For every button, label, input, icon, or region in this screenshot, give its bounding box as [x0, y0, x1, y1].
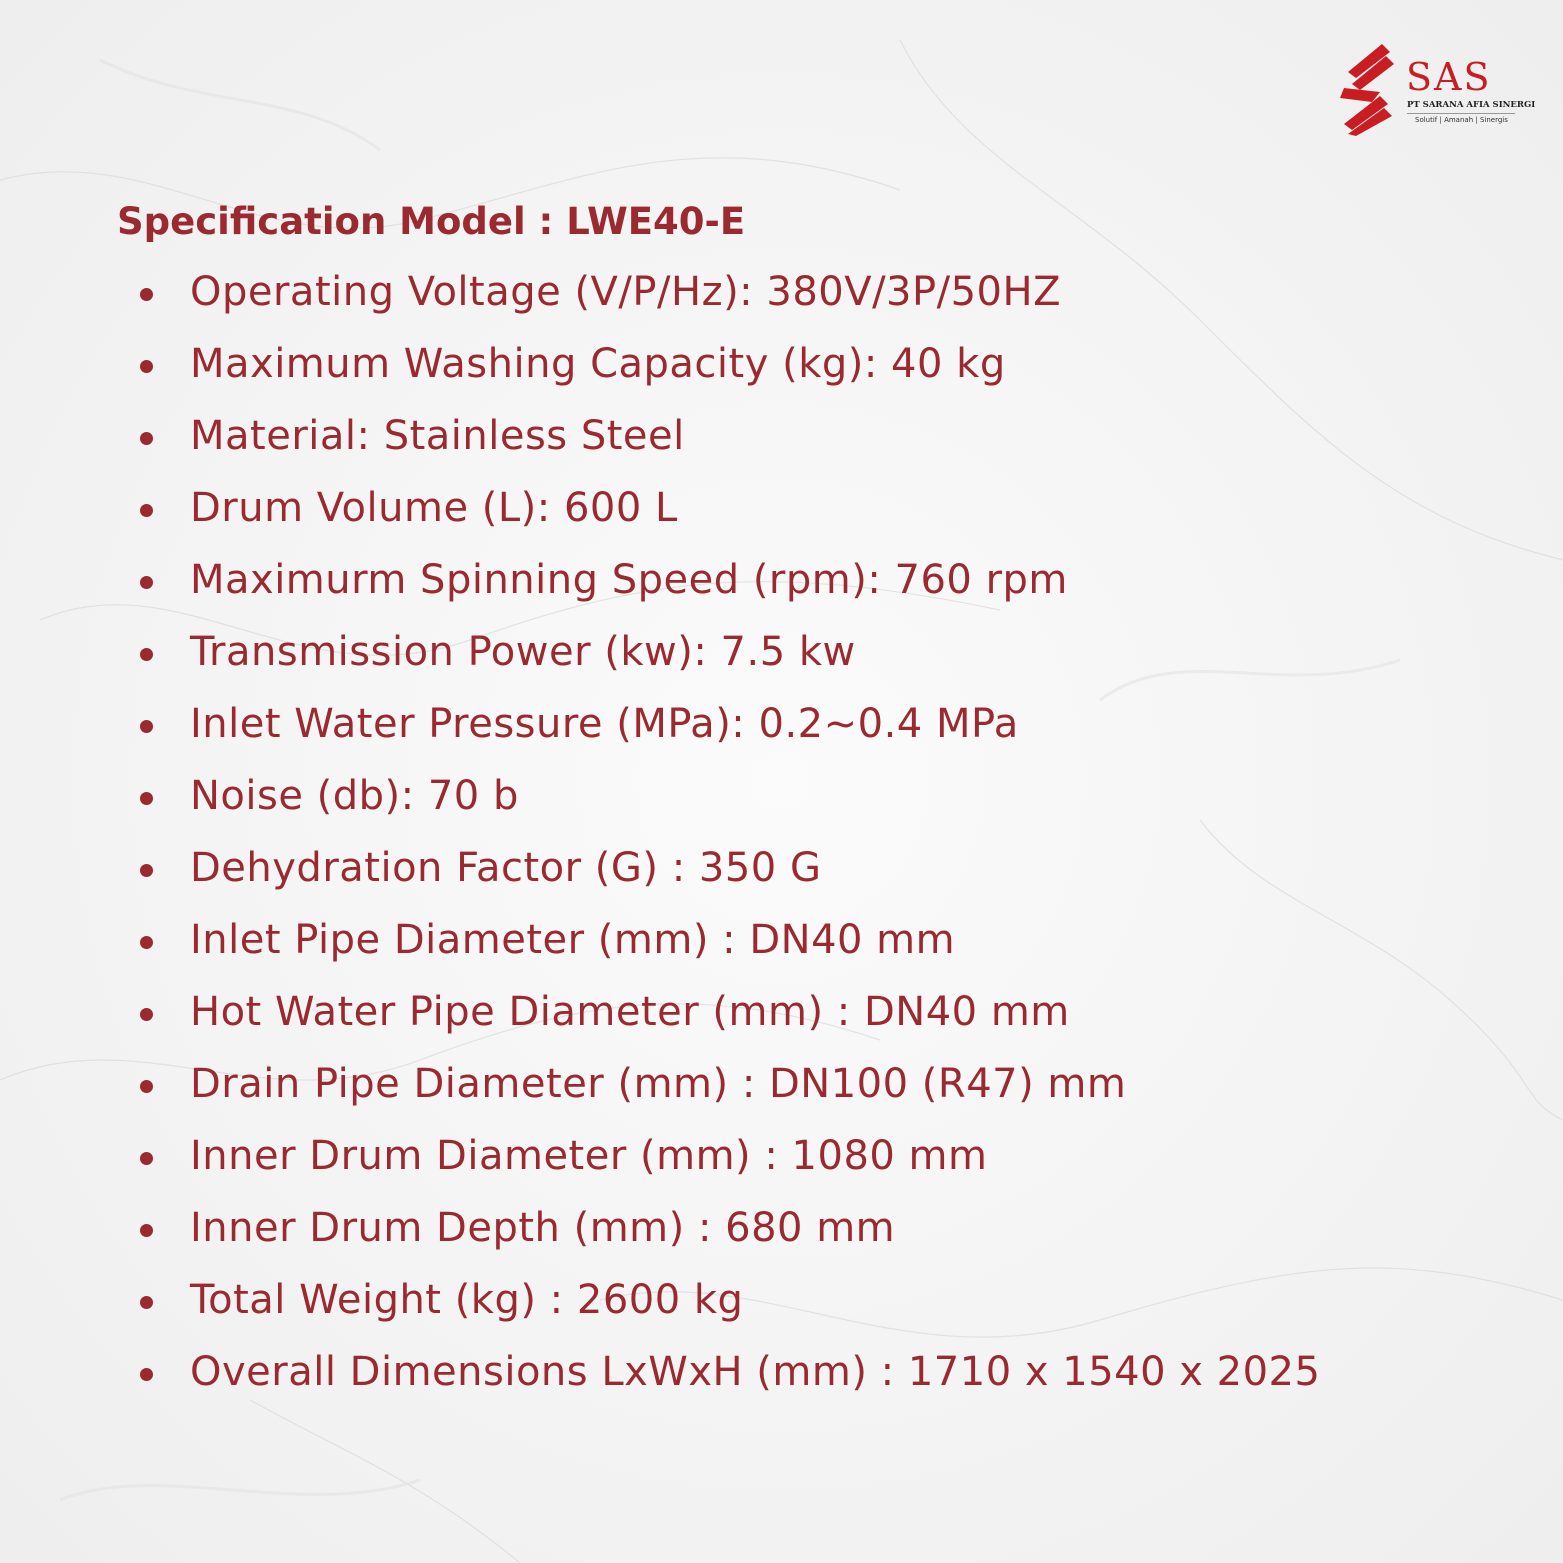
spec-item	[0, 328, 1320, 400]
sas-stripes-icon	[1338, 44, 1396, 136]
bullet-icon	[140, 1152, 153, 1165]
page-title: Specification Model : LWE40-E	[117, 200, 746, 243]
bullet-icon	[140, 288, 153, 301]
bullet-icon	[140, 1224, 153, 1237]
spec-item	[0, 1048, 1320, 1120]
spec-item	[0, 760, 1320, 832]
spec-text: Drum Volume (L): 600 L	[190, 485, 678, 531]
spec-item	[0, 400, 1320, 472]
bullet-icon	[140, 648, 153, 661]
bullet-icon	[140, 720, 153, 733]
logo-brand-text: SAS	[1406, 55, 1492, 99]
spec-text: Inner Drum Depth (mm) : 680 mm	[190, 1205, 896, 1251]
spec-item	[0, 688, 1320, 760]
spec-text: Inner Drum Diameter (mm) : 1080 mm	[190, 1133, 988, 1179]
spec-text: Dehydration Factor (G) : 350 G	[190, 845, 822, 891]
bullet-icon	[140, 864, 153, 877]
bullet-icon	[140, 360, 153, 373]
spec-item	[0, 1192, 1320, 1264]
logo-tagline: Solutif | Amanah | Sinergis	[1415, 116, 1508, 124]
spec-item	[0, 1264, 1320, 1336]
spec-text: Drain Pipe Diameter (mm) : DN100 (R47) mm	[190, 1061, 1127, 1107]
spec-text: Transmission Power (kw): 7.5 kw	[190, 629, 856, 675]
spec-text: Material: Stainless Steel	[190, 413, 685, 459]
spec-text: Operating Voltage (V/P/Hz): 380V/3P/50HZ	[190, 269, 1061, 315]
spec-item	[0, 904, 1320, 976]
spec-item	[0, 832, 1320, 904]
bullet-icon	[140, 792, 153, 805]
spec-text: Noise (db): 70 b	[190, 773, 519, 819]
spec-item	[0, 1120, 1320, 1192]
spec-text: Hot Water Pipe Diameter (mm) : DN40 mm	[190, 989, 1070, 1035]
spec-text: Maximurm Spinning Speed (rpm): 760 rpm	[190, 557, 1068, 603]
spec-text: Total Weight (kg) : 2600 kg	[190, 1277, 744, 1323]
spec-item	[0, 256, 1320, 328]
bullet-icon	[140, 1008, 153, 1021]
bullet-icon	[140, 936, 153, 949]
spec-text: Inlet Water Pressure (MPa): 0.2~0.4 MPa	[190, 701, 1019, 747]
spec-text: Inlet Pipe Diameter (mm) : DN40 mm	[190, 917, 956, 963]
spec-text: Maximum Washing Capacity (kg): 40 kg	[190, 341, 1006, 387]
spec-item	[0, 616, 1320, 688]
bullet-icon	[140, 1368, 153, 1381]
spec-item	[0, 1336, 1320, 1408]
bullet-icon	[140, 1296, 153, 1309]
company-logo	[1338, 44, 1536, 136]
spec-item	[0, 976, 1320, 1048]
spec-list	[0, 256, 1320, 1408]
bullet-icon	[140, 576, 153, 589]
bullet-icon	[140, 432, 153, 445]
spec-item	[0, 472, 1320, 544]
bullet-icon	[140, 504, 153, 517]
spec-item	[0, 544, 1320, 616]
bullet-icon	[140, 1080, 153, 1093]
logo-company-name: PT SARANA AFIA SINERGI	[1407, 100, 1536, 110]
spec-text: Overall Dimensions LxWxH (mm) : 1710 x 1540 x 2025	[190, 1349, 1321, 1395]
logo-divider	[1407, 113, 1515, 114]
